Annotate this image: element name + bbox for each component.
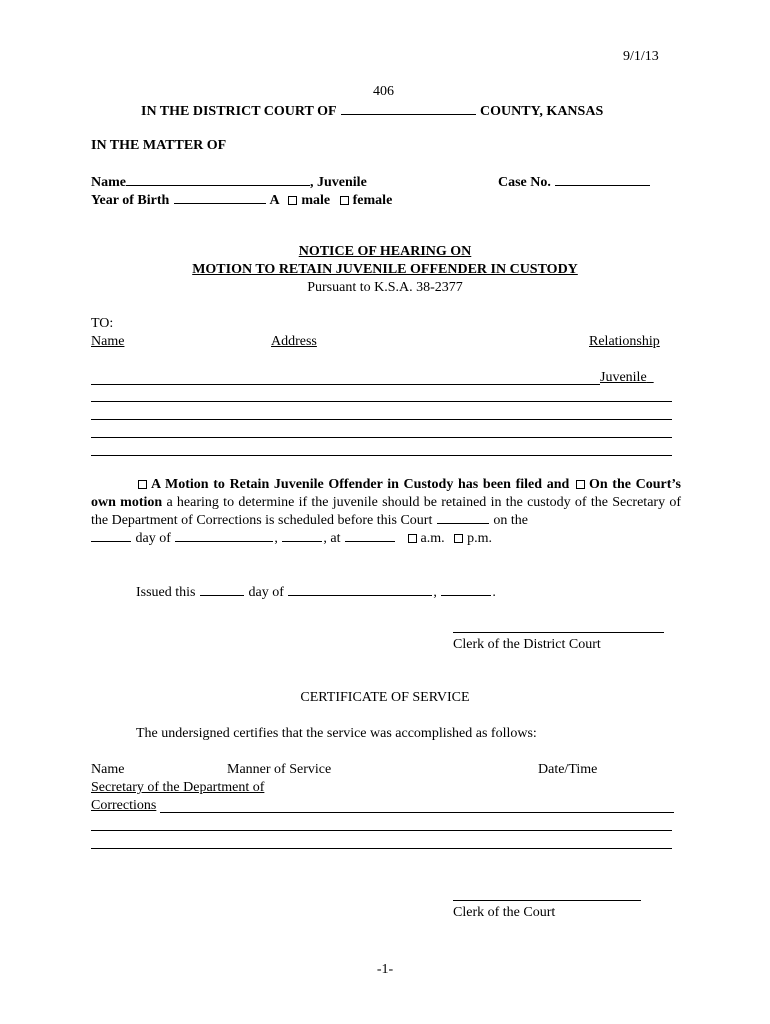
- motion-filed-text: A Motion to Retain Juvenile Offender in Custody has been filed and: [151, 477, 570, 492]
- male-checkbox[interactable]: [288, 196, 297, 205]
- service-col-manner: Manner of Service: [227, 762, 332, 777]
- statute-reference: Pursuant to K.S.A. 38-2377: [307, 280, 463, 295]
- to-col-name: Name: [91, 334, 125, 349]
- pm-checkbox[interactable]: [454, 534, 463, 543]
- comma-text: ,: [274, 531, 278, 546]
- case-number-row: [498, 174, 651, 190]
- case-number-field[interactable]: [555, 174, 650, 186]
- page-number: -1-: [376, 962, 394, 977]
- county-name-field[interactable]: [341, 103, 476, 115]
- to-col-relationship: Relationship: [589, 334, 660, 349]
- certificate-heading: CERTIFICATE OF SERVICE: [300, 690, 470, 705]
- matter-heading: IN THE MATTER OF: [91, 138, 227, 153]
- at-text: , at: [323, 531, 341, 546]
- service-col-name: Name: [91, 762, 125, 777]
- certificate-statement: The undersigned certifies that the service was accomplished as follows:: [136, 726, 537, 741]
- a-label: A: [269, 193, 279, 208]
- motion-body-text: a hearing to determine if the juvenile should be retained in the custody of the Secretary of the Department of Corrections is scheduled before this Court: [91, 495, 682, 528]
- hearing-month-field[interactable]: [175, 530, 273, 542]
- court-suffix: COUNTY, KANSAS: [480, 104, 604, 119]
- hearing-day-field[interactable]: [91, 530, 131, 542]
- motion-paragraph: [91, 476, 681, 548]
- court-prefix: IN THE DISTRICT COURT OF: [141, 104, 337, 119]
- case-no-label: Case No.: [498, 175, 551, 190]
- juvenile-label: , Juvenile: [310, 175, 367, 190]
- year-of-birth-field[interactable]: [174, 192, 266, 204]
- recipient-row-5-line[interactable]: [91, 455, 672, 456]
- am-label: a.m.: [420, 531, 445, 546]
- form-date: 9/1/13: [623, 49, 659, 64]
- court-heading: [141, 103, 603, 119]
- court-own-motion-text: On the Court’s own motion: [91, 477, 681, 510]
- am-checkbox[interactable]: [408, 534, 417, 543]
- issued-period: .: [492, 585, 496, 600]
- service-row-2-line[interactable]: [91, 830, 672, 831]
- birth-sex-row: [91, 192, 392, 208]
- issued-day-of-text: day of: [248, 585, 284, 600]
- female-label: female: [352, 193, 393, 208]
- recipient-row-3-line[interactable]: [91, 419, 672, 420]
- court-own-motion-checkbox[interactable]: [576, 480, 585, 489]
- service-row-1-name-line1: Secretary of the Department of: [91, 780, 265, 795]
- day-of-text: day of: [135, 531, 171, 546]
- notice-title-line2: MOTION TO RETAIN JUVENILE OFFENDER IN CUSTODY: [192, 262, 578, 277]
- hearing-year-field[interactable]: [282, 530, 322, 542]
- court-name-field[interactable]: [437, 512, 489, 524]
- service-col-datetime: Date/Time: [538, 762, 598, 777]
- to-label: TO:: [91, 316, 114, 331]
- year-of-birth-label: Year of Birth: [91, 193, 170, 208]
- on-the-text: on the: [493, 513, 528, 528]
- issued-row: [136, 584, 496, 600]
- motion-filed-checkbox[interactable]: [138, 480, 147, 489]
- issued-comma: ,: [433, 585, 437, 600]
- recipient-row-1-relationship: Juvenile: [600, 370, 647, 385]
- issued-month-field[interactable]: [288, 584, 432, 596]
- recipient-row-1-line[interactable]: [91, 384, 600, 385]
- service-row-1-line[interactable]: [160, 812, 674, 813]
- form-number: 406: [373, 84, 394, 99]
- juvenile-name-row: [91, 174, 367, 190]
- name-label: Name: [91, 175, 126, 190]
- service-row-1-name-line2: Corrections: [91, 798, 157, 813]
- juvenile-name-field[interactable]: [126, 174, 310, 186]
- to-col-address: Address: [271, 334, 317, 349]
- district-clerk-label: Clerk of the District Court: [453, 637, 601, 652]
- issued-day-field[interactable]: [200, 584, 244, 596]
- notice-title-line1: NOTICE OF HEARING ON: [298, 244, 472, 259]
- district-clerk-signature-line[interactable]: [453, 632, 664, 633]
- female-checkbox[interactable]: [340, 196, 349, 205]
- hearing-time-field[interactable]: [345, 530, 395, 542]
- issued-year-field[interactable]: [441, 584, 491, 596]
- male-label: male: [301, 193, 331, 208]
- court-clerk-signature-line[interactable]: [453, 900, 641, 901]
- recipient-row-4-line[interactable]: [91, 437, 672, 438]
- service-row-3-line[interactable]: [91, 848, 672, 849]
- pm-label: p.m.: [467, 531, 492, 546]
- court-clerk-label: Clerk of the Court: [453, 905, 556, 920]
- recipient-row-2-line[interactable]: [91, 401, 672, 402]
- issued-this-text: Issued this: [136, 585, 196, 600]
